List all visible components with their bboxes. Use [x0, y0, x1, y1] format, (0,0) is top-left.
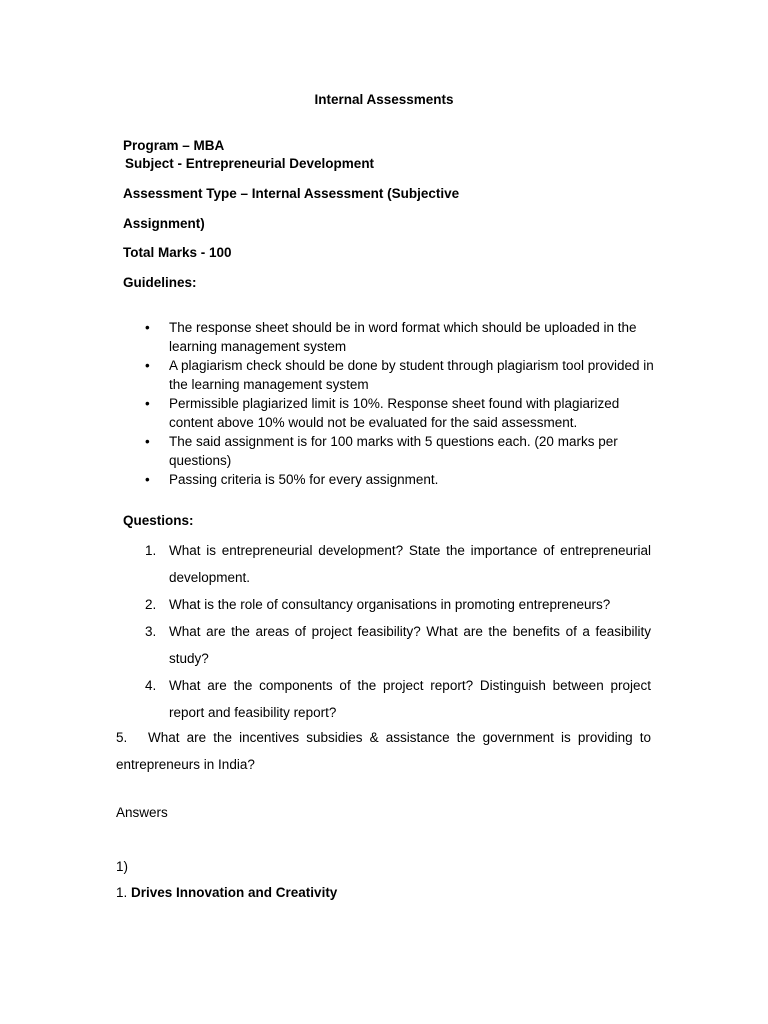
- bullet-icon: •: [145, 320, 150, 335]
- guideline-item: [123, 318, 663, 356]
- guideline-text: Passing criteria is 50% for every assignment.: [169, 472, 439, 487]
- answer-point: [116, 885, 337, 900]
- questions-heading: Questions:: [123, 513, 194, 528]
- question-text: What is the role of consultancy organisations in promoting entrepreneurs?: [169, 597, 611, 612]
- guideline-text: The response sheet should be in word format which should be uploaded in the learning management system: [169, 320, 637, 354]
- guideline-item: [123, 356, 663, 394]
- question-number: 4.: [145, 678, 157, 693]
- total-marks: Total Marks - 100: [123, 245, 232, 260]
- question-number: 3.: [145, 624, 157, 639]
- question-item: [123, 618, 651, 672]
- guideline-item: [123, 394, 663, 432]
- guidelines-list: [123, 318, 663, 489]
- assessment-type-continuation: Assignment): [123, 216, 205, 231]
- guideline-text: The said assignment is for 100 marks with 5 questions each. (20 marks per questions): [169, 434, 618, 468]
- answer-point-number: 1.: [116, 885, 132, 900]
- guideline-text: A plagiarism check should be done by student through plagiarism tool provided in the learning management system: [169, 358, 654, 392]
- bullet-icon: •: [145, 396, 150, 411]
- assessment-type-line: Assessment Type – Internal Assessment (Subjective: [123, 186, 460, 201]
- guideline-text: Permissible plagiarized limit is 10%. Response sheet found with plagiarized content above 10% would not be evaluated for the said assessment.: [169, 396, 620, 430]
- page-title: Internal Assessments: [314, 92, 454, 107]
- question-item: [123, 591, 651, 618]
- answer-label: 1): [116, 859, 129, 874]
- bullet-icon: •: [145, 358, 150, 373]
- question-number: 5.: [116, 730, 128, 745]
- guideline-item: [123, 470, 663, 489]
- guideline-item: [123, 432, 663, 470]
- question-item: [123, 672, 651, 726]
- questions-list: [123, 537, 651, 726]
- question-item-5: [116, 724, 651, 778]
- answer-point-title: Drives Innovation and Creativity: [131, 885, 338, 900]
- question-number: 1.: [145, 543, 157, 558]
- bullet-icon: •: [145, 472, 150, 487]
- program-line: Program – MBA: [123, 138, 225, 153]
- question-item: [123, 537, 651, 591]
- subject-line: Subject - Entrepreneurial Development: [125, 156, 375, 171]
- question-number: 2.: [145, 597, 157, 612]
- question-text: What are the components of the project report? Distinguish between project report and feasibility report?: [169, 678, 651, 720]
- guidelines-heading: Guidelines:: [123, 275, 197, 290]
- bullet-icon: •: [145, 434, 150, 449]
- answers-heading: Answers: [116, 805, 168, 820]
- question-text: What is entrepreneurial development? State the importance of entrepreneurial development.: [169, 543, 651, 585]
- question-text: What are the areas of project feasibility? What are the benefits of a feasibility study?: [169, 624, 651, 666]
- question-text: What are the incentives subsidies & assistance the government is providing to entrepreneurs in India?: [116, 730, 651, 772]
